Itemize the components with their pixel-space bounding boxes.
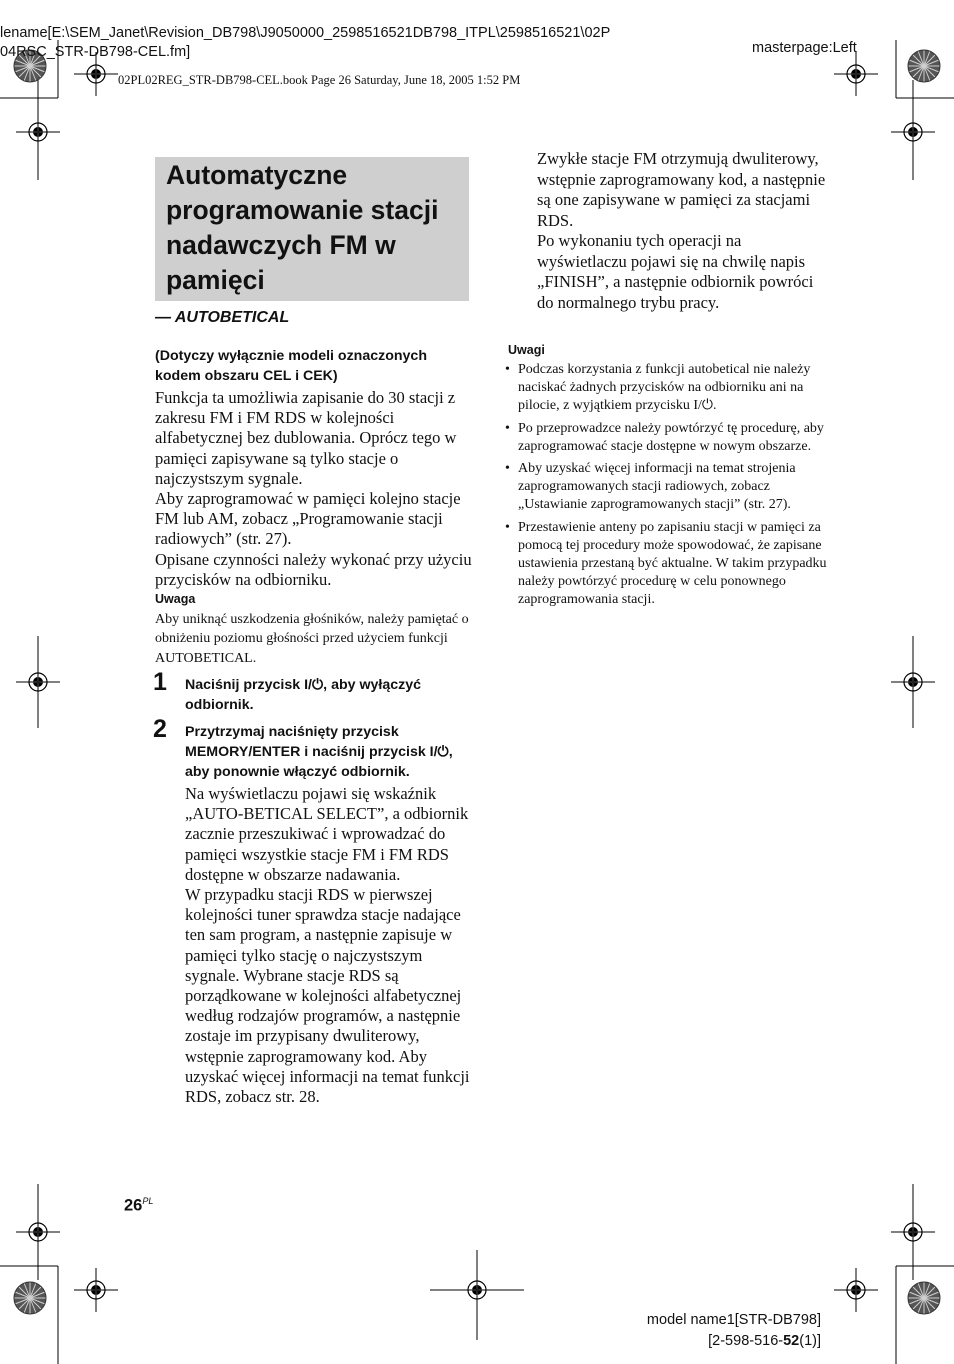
filename-line-1: lename[E:\SEM_Janet\Revision_DB798\J9050000_2598516521DB798_ITPL\2598516521\02P [0, 25, 611, 41]
registration-target-icon [74, 1268, 118, 1312]
step-instruction: Przytrzymaj naciśnięty przycisk MEMORY/ENTER i naciśnij przycisk I/⏻, aby ponownie włączyć odbiornik. [185, 724, 453, 780]
color-wheel-icon [908, 50, 940, 82]
note-text: Po przeprowadzce należy powtórzyć tę procedurę, aby zaprogramować stacje dostępne w nowym obszarze. [518, 420, 824, 454]
step-instruction: Naciśnij przycisk I/⏻, aby wyłączyć odbiornik. [185, 677, 421, 713]
model-info [636, 1310, 821, 1352]
list-item: • Przestawienie anteny po zapisaniu stacji w pamięci za pomocą tej procedury może spowodować, że zapisane ustawienia przestaną być aktualne. W takim przypadku należy powtórzyć procedurę w celu ponownego zaprogramowania stacji. [505, 519, 827, 608]
note-text: Aby uniknąć uszkodzenia głośników, należy pamiętać o obniżeniu poziomu głośności przed użyciem funkcji AUTOBETICAL. [155, 612, 469, 666]
note-heading: Uwaga [155, 592, 196, 606]
step-detail-paragraph: Na wyświetlaczu pojawi się wskaźnik „AUTO-BETICAL SELECT”, a odbiornik zacznie przeszukiwać i wprowadzać do pamięci wszystkie stacje FM i FM RDS dostępne w obszarze nadawania. [185, 784, 469, 884]
scope-note: (Dotyczy wyłącznie modeli oznaczonych kodem obszaru CEL i CEK) [155, 348, 427, 384]
list-item: • Podczas korzystania z funkcji autobetical nie należy naciskać żadnych przycisków na odbiorniku ani na pilocie, z wyjątkiem przycisku I/⏻. [505, 362, 811, 414]
intro-paragraph: Opisane czynności należy wykonać przy użyciu przycisków na odbiorniku. [155, 549, 472, 589]
note-text: Przestawienie anteny po zapisaniu stacji w pamięci za pomocą tej procedury może spowodować, że zapisane ustawienia przestaną być aktualne. W takim przypadku należy powtórzyć procedurę w celu ponownego zaprogramowania stacji. [518, 519, 827, 608]
page-subtitle: — AUTOBETICAL [155, 309, 290, 326]
book-info: 02PL02REG_STR-DB798-CEL.book Page 26 Saturday, June 18, 2005 1:52 PM [118, 73, 521, 87]
page-number-suffix: PL [142, 1196, 154, 1206]
step-number: 2 [153, 715, 167, 743]
page-number [124, 1196, 153, 1216]
list-item: • Aby uzyskać więcej informacji na temat strojenia zaprogramowanych stacji radiowych, zobacz „Ustawianie zaprogramowanych stacji” (str. 27). [505, 461, 796, 513]
step-detail [185, 784, 475, 1107]
intro-paragraph: Aby zaprogramować w pamięci kolejno stacje FM lub AM, zobacz „Programowanie stacji radiowych” (str. 27). [155, 489, 461, 549]
filename-header [0, 24, 610, 62]
notes-list [505, 361, 827, 614]
intro-paragraph: Funkcja ta umożliwia zapisanie do 30 stacji z zakresu FM i FM RDS w kolejności alfabetycznej bez dublowania. Oprócz tego w pamięci zapisywane są tylko stacje o najczystszym sygnale. [155, 388, 457, 488]
color-wheel-icon [908, 1282, 940, 1314]
model-code-bold: 52 [783, 1333, 800, 1349]
note-text: Aby uzyskać więcej informacji na temat strojenia zaprogramowanych stacji radiowych, zobacz „Ustawianie zaprogramowanych stacji” (str. 27). [518, 461, 796, 513]
registration-target-icon [834, 1268, 878, 1312]
step-number: 1 [153, 668, 167, 696]
list-item: • Po przeprowadzce należy powtórzyć tę procedurę, aby zaprogramować stacje dostępne w nowym obszarze. [505, 420, 824, 454]
right-paragraph: Zwykłe stacje FM otrzymują dwuliterowy, wstępnie zaprogramowany kod, a następnie są one zapisywane w pamięci za stacjami RDS. [537, 149, 826, 230]
model-code-prefix: [2-598-516- [708, 1333, 784, 1349]
right-column-text [537, 149, 827, 313]
page-number-value: 26 [124, 1196, 143, 1215]
page-title: Automatyczne programowanie stacji nadawczych FM w pamięci [166, 160, 439, 295]
intro-text [155, 388, 475, 590]
step-detail-paragraph: W przypadku stacji RDS w pierwszej kolejności tuner sprawdza stacje nadające ten sam program, a następnie zapisuje w pamięci tylko stację o najczystszym sygnale. Wybrane stacje RDS są porządkowane w kolejności alfabetycznej według rodzajów programów, a następnie zostaje im przypisany dwuliterowy, wstępnie zaprogramowany kod. Aby uzyskać więcej informacji na temat funkcji RDS, zobacz str. 28. [185, 885, 470, 1107]
masterpage-label: masterpage:Left [752, 40, 857, 56]
model-line-1: model name1[STR-DB798] [646, 1312, 821, 1328]
note-text: Podczas korzystania z funkcji autobetical nie należy naciskać żadnych przycisków na odbiorniku ani na pilocie, z wyjątkiem przycisku I/⏻. [518, 362, 811, 414]
model-code-suffix: (1)] [799, 1333, 821, 1349]
filename-line-2: 04RSC_STR-DB798-CEL.fm] [0, 44, 191, 60]
right-paragraph: Po wykonaniu tych operacji na wyświetlaczu pojawi się na chwilę napis „FINISH”, a następnie odbiornik powróci do normalnego trybu pracy. [537, 231, 814, 312]
model-line-2 [636, 1331, 821, 1352]
color-wheel-icon [14, 1282, 46, 1314]
registration-target-icon [834, 52, 878, 96]
notes-heading: Uwagi [508, 343, 545, 357]
